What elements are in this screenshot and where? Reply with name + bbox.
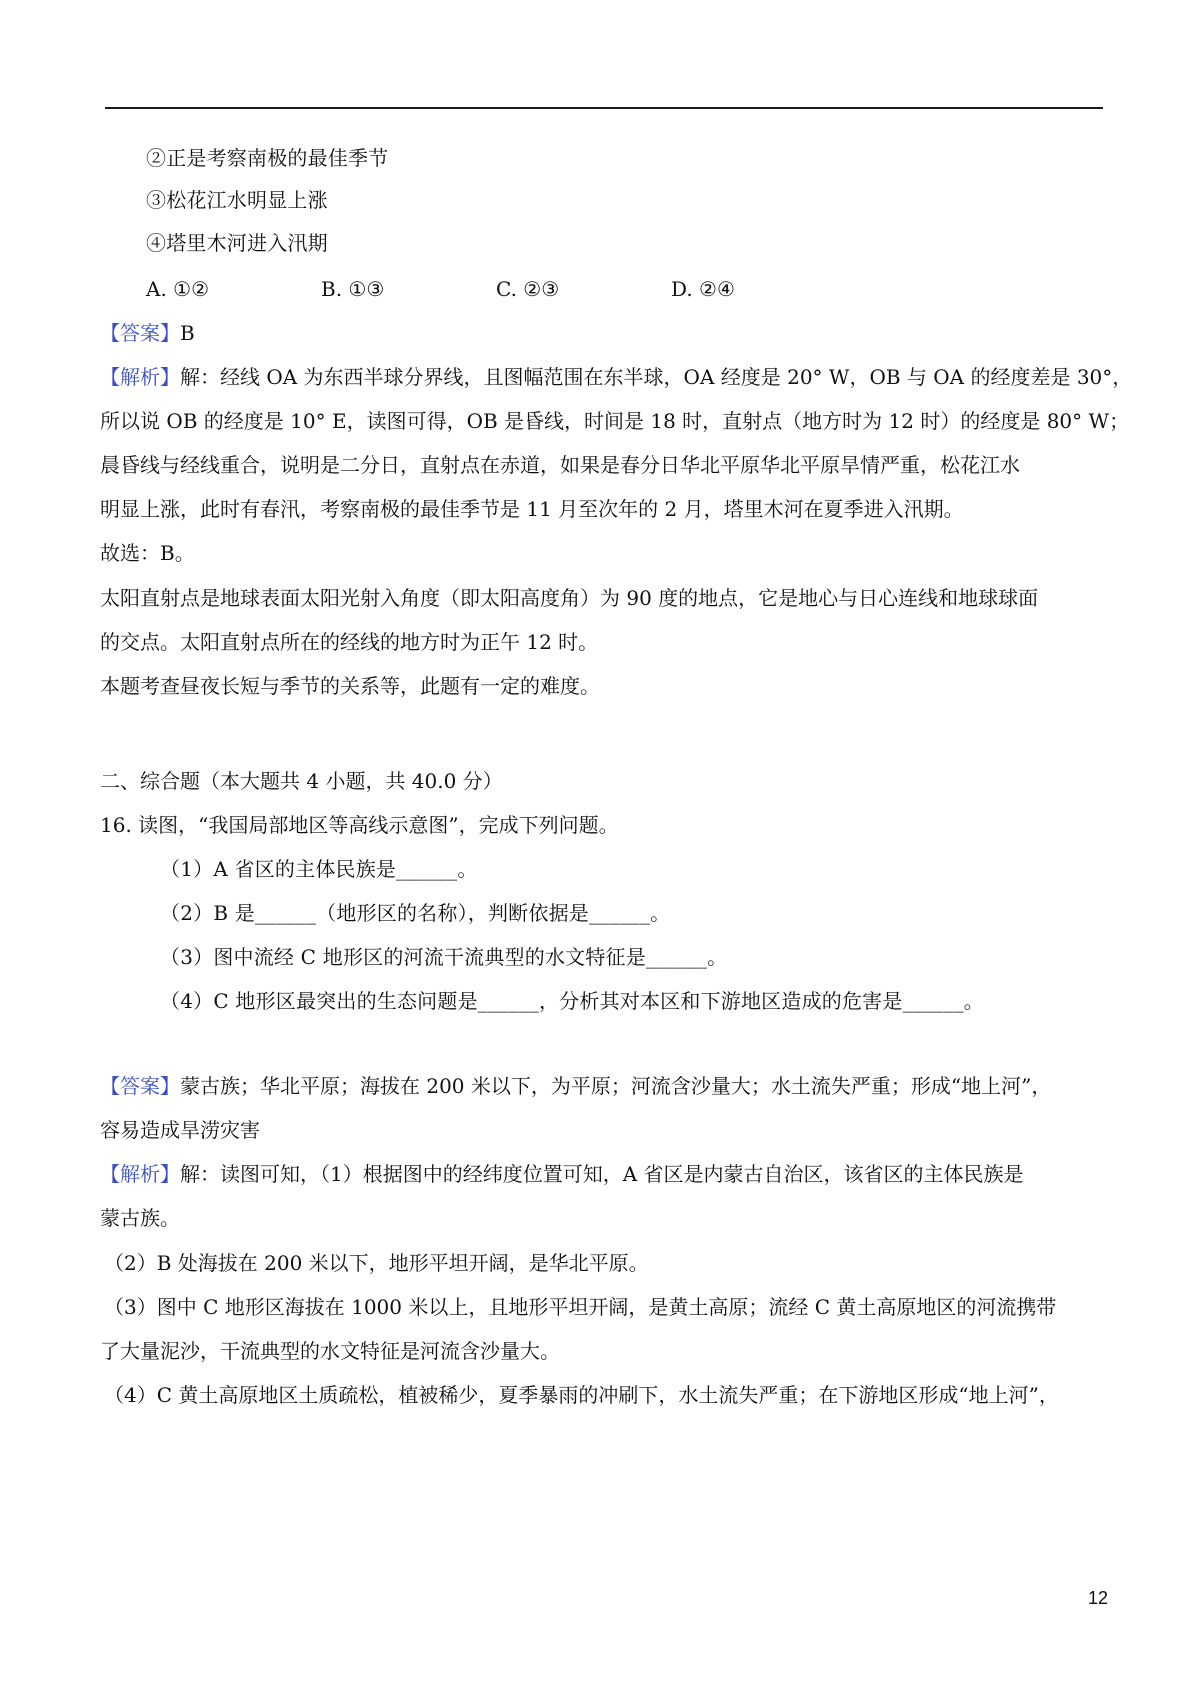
q15-analysis-line-3: 晨昏线与经线重合，说明是二分日，直射点在赤道，如果是春分日华北平原华北平原旱情严重，松花江水 (100, 453, 1020, 477)
section-2-heading: 二、综合题（本大题共 4 小题，共 40.0 分） (100, 769, 503, 793)
q15-item-2: ②正是考察南极的最佳季节 (146, 146, 389, 170)
q15-analysis-line-4: 明显上涨，此时有春汛，考察南极的最佳季节是 11 月至次年的 2 月，塔里木河在夏季进入汛期。 (100, 497, 964, 521)
option-a: A. ①② (146, 277, 210, 301)
q15-analysis-line-1: 【解析】解：经线 OA 为东西半球分界线，且图幅范围在东半球，OA 经度是 20° W，OB 与 OA 的经度差是 30°， (100, 365, 1133, 389)
q15-answer (100, 320, 1060, 346)
q15-conclusion: 故选：B。 (100, 541, 195, 565)
analysis-tag: 【解析】 (100, 365, 180, 389)
q16-analysis-line-5: 了大量泥沙，干流典型的水文特征是河流含沙量大。 (100, 1339, 560, 1363)
header-rule (105, 107, 1103, 109)
answer-value: B (180, 321, 195, 345)
option-c: C. ②③ (496, 277, 560, 301)
page-number: 12 (1087, 1588, 1108, 1608)
option-b: B. ①③ (321, 277, 385, 301)
q15-item-3: ③松花江水明显上涨 (146, 188, 328, 212)
analysis-tag: 【解析】 (100, 1162, 180, 1186)
q16-sub-1: （1）A 省区的主体民族是______。 (160, 857, 478, 881)
q16-answer-line-1: 【答案】蒙古族；华北平原；海拔在 200 米以下，为平原；河流含沙量大；水土流失严重；形成“地上河”， (100, 1074, 1052, 1098)
q16-sub-2: （2）B 是______（地形区的名称），判断依据是______。 (160, 901, 671, 925)
q16-analysis-line-1: 【解析】解：读图可知，（1）根据图中的经纬度位置可知，A 省区是内蒙古自治区，该省区的主体民族是 (100, 1162, 1024, 1186)
q16-answer-line-2: 容易造成旱涝灾害 (100, 1118, 260, 1142)
q15-analysis-line-2: 所以说 OB 的经度是 10° E，读图可得，OB 是昏线，时间是 18 时，直射点（地方时为 12 时）的经度是 80° W； (100, 409, 1130, 433)
q16-analysis-line-4: （3）图中 C 地形区海拔在 1000 米以上，且地形平坦开阔，是黄土高原；流经 C 黄土高原地区的河流携带 (104, 1295, 1057, 1319)
answer-tag: 【答案】 (100, 321, 180, 345)
q16-sub-3: （3）图中流经 C 地形区的河流干流典型的水文特征是______。 (160, 945, 728, 969)
q16-sub-4: （4）C 地形区最突出的生态问题是______，分析其对本区和下游地区造成的危害是______。 (160, 989, 984, 1013)
q16-analysis-line-3: （2）B 处海拔在 200 米以下，地形平坦开阔，是华北平原。 (104, 1251, 649, 1275)
q16-analysis-line-2: 蒙古族。 (100, 1206, 180, 1230)
q15-note-line-3: 本题考查昼夜长短与季节的关系等，此题有一定的难度。 (100, 674, 600, 698)
q15-note-line-1: 太阳直射点是地球表面太阳光射入角度（即太阳高度角）为 90 度的地点，它是地心与日心连线和地球球面 (100, 586, 1039, 610)
q16-stem: 16. 读图，“我国局部地区等高线示意图”，完成下列问题。 (100, 813, 619, 837)
option-d: D. ②④ (671, 277, 735, 301)
q15-note-line-2: 的交点。太阳直射点所在的经线的地方时为正午 12 时。 (100, 630, 599, 654)
q16-analysis-line-6: （4）C 黄土高原地区土质疏松，植被稀少，夏季暴雨的冲刷下，水土流失严重；在下游地区形成“地上河”， (104, 1383, 1059, 1407)
q15-item-4: ④塔里木河进入汛期 (146, 231, 328, 255)
answer-tag: 【答案】 (100, 1074, 180, 1098)
